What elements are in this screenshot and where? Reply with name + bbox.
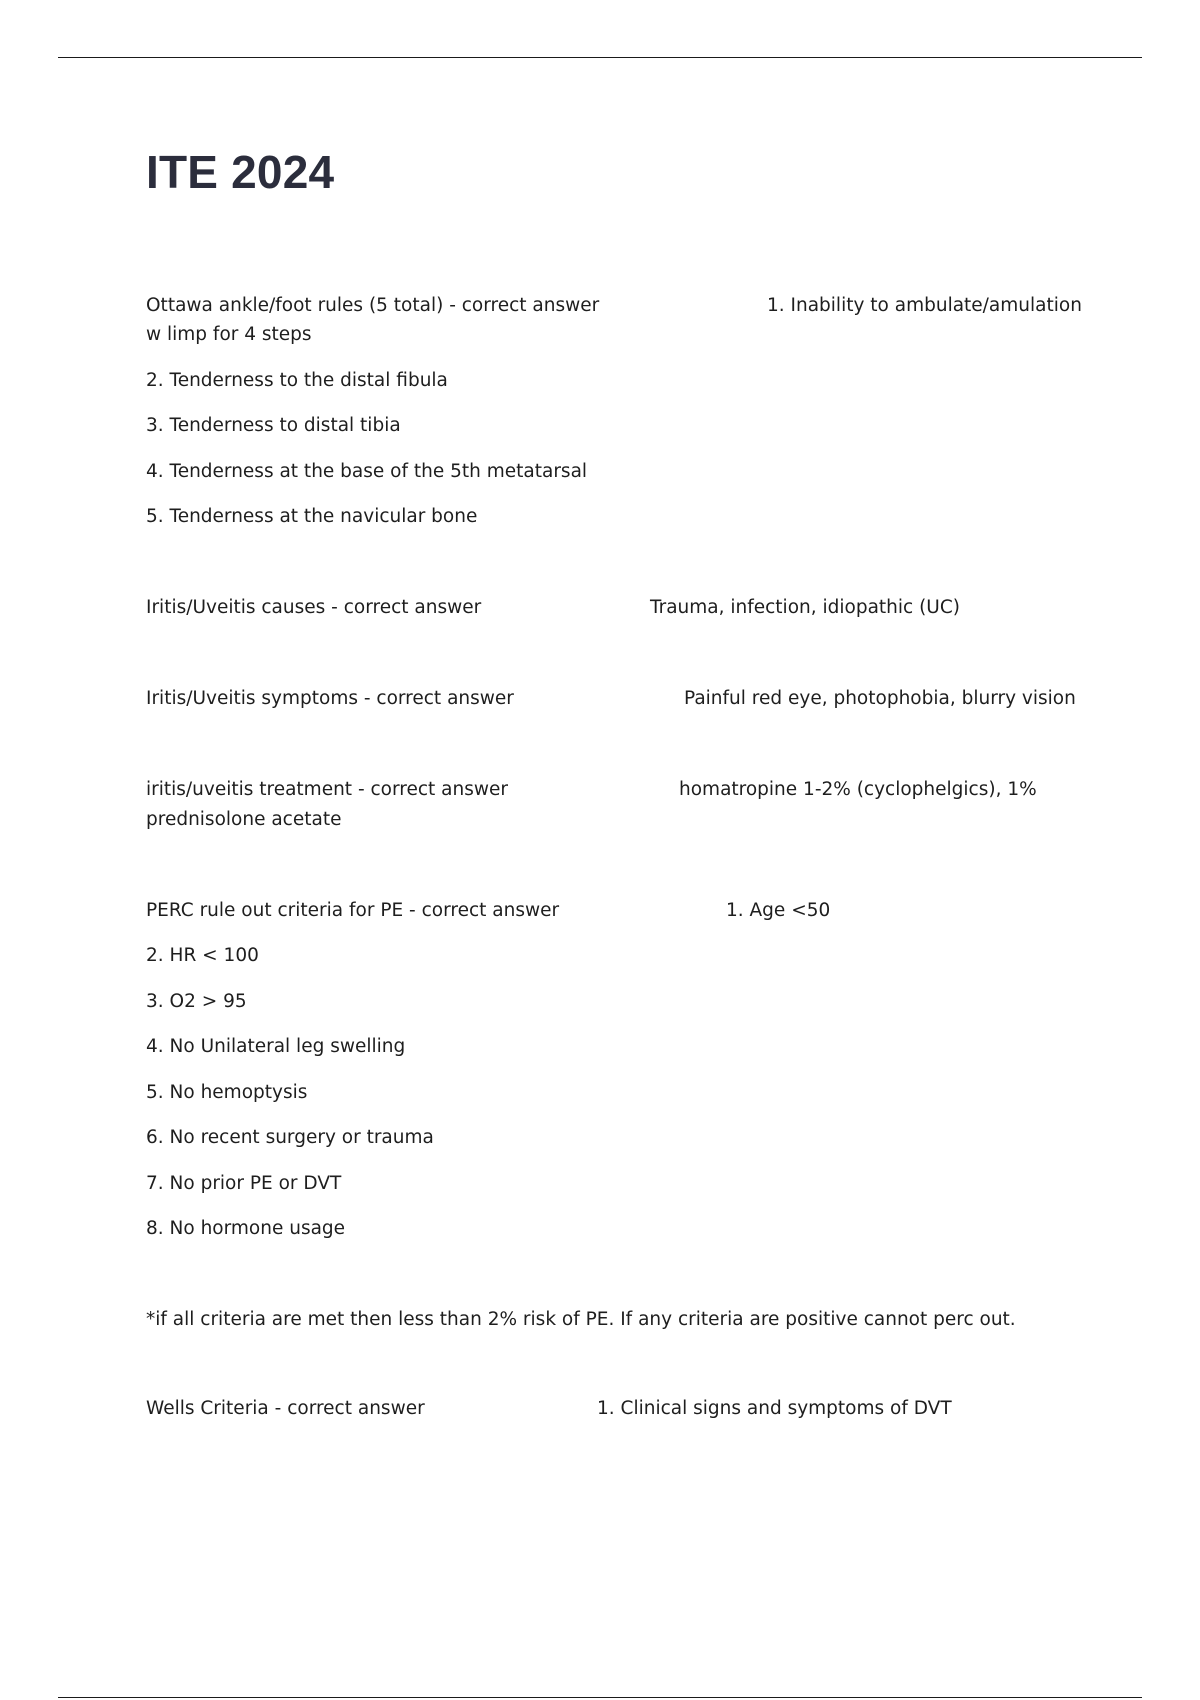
question-text: Wells Criteria - correct answer [146,1398,425,1419]
answer-text: 1. Inability to ambulate/amulation [767,295,1082,316]
answer-text: 1. Clinical signs and symptoms of DVT [597,1398,952,1419]
page-title: ITE 2024 [146,146,335,198]
question-text: iritis/uveitis treatment - correct answer [146,779,508,800]
answer-list-item: 3. O2 > 95 [146,991,247,1012]
bottom-rule [58,1697,1142,1698]
question-text: Iritis/Uveitis symptoms - correct answer [146,688,514,709]
answer-text: Painful red eye, photophobia, blurry vision [684,688,1076,709]
top-rule [58,57,1142,58]
answer-text: Trauma, infection, idiopathic (UC) [650,597,960,618]
answer-list-item: 5. No hemoptysis [146,1082,308,1103]
question-text: PERC rule out criteria for PE - correct answer [146,900,560,921]
answer-text: homatropine 1-2% (cyclophelgics), 1% [679,779,1037,800]
question-text: Ottawa ankle/foot rules (5 total) - correct answer [146,295,600,316]
answer-list-item: 4. Tenderness at the base of the 5th metatarsal [146,461,588,482]
answer-text: 1. Age <50 [726,900,831,921]
answer-list-item: 3. Tenderness to distal tibia [146,415,401,436]
answer-list-item: 5. Tenderness at the navicular bone [146,506,478,527]
answer-list-item: 2. Tenderness to the distal fibula [146,370,448,391]
question-text: Iritis/Uveitis causes - correct answer [146,597,482,618]
answer-list-item: 7. No prior PE or DVT [146,1173,342,1194]
answer-continuation: prednisolone acetate [146,809,342,830]
answer-continuation: w limp for 4 steps [146,324,312,345]
answer-list-item: 4. No Unilateral leg swelling [146,1036,406,1057]
answer-list-item: 6. No recent surgery or trauma [146,1127,434,1148]
answer-note: *if all criteria are met then less than 2% risk of PE. If any criteria are positive cannot perc out. [146,1309,1016,1330]
answer-list-item: 8. No hormone usage [146,1218,346,1239]
answer-list-item: 2. HR < 100 [146,945,259,966]
